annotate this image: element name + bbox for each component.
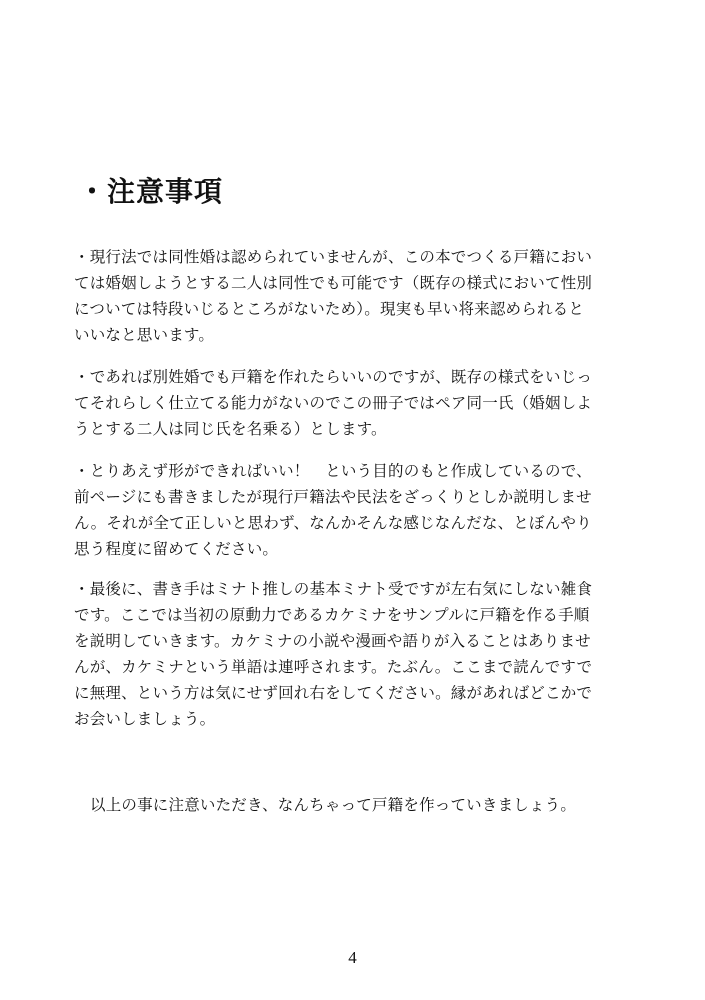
- paragraph-line: てそれらしく仕立てる能力がないのでこの冊子ではペア同一氏（婚姻しよ: [74, 394, 593, 412]
- paragraph-line: です。ここでは当初の原動力であるカケミナをサンプルに戸籍を作る手順: [74, 606, 590, 624]
- paragraph-line: んが、カケミナという単語は連呼されます。たぶん。ここまで読んですで: [74, 658, 593, 676]
- closing-sentence: 以上の事に注意いただき、なんちゃって戸籍を作っていきましょう。: [90, 796, 577, 814]
- section-heading: ・注意事項: [78, 175, 224, 208]
- paragraph-line: に無理、という方は気にせず回れ右をしてください。縁があればどこかで: [74, 684, 593, 702]
- paragraph-line: については特段いじるところがないため）。現実も早い将来認められると: [74, 300, 585, 318]
- paragraph-line: を説明していきます。カケミナの小説や漫画や語りが入ることはありませ: [74, 632, 591, 650]
- paragraph-surname: [74, 364, 644, 442]
- paragraph-same-sex-marriage: [74, 244, 644, 348]
- page-number: 4: [348, 948, 357, 967]
- paragraph-line: お会いしましょう。: [74, 710, 216, 728]
- paragraph-line: うとする二人は同じ氏を名乗る）とします。: [74, 420, 387, 438]
- paragraph-line: ・現行法では同性婚は認められていませんが、この本でつくる戸籍におい: [74, 248, 593, 266]
- paragraph-line: ん。それが全て正しいと思わず、なんかそんな感じなんだな、とぼんやり: [74, 514, 592, 532]
- paragraph-line: ・最後に、書き手はミナト推しの基本ミナト受ですが左右気にしない雑食: [74, 580, 593, 598]
- paragraph-line: ては婚姻しようとする二人は同性でも可能です（既存の様式において性別: [74, 274, 593, 292]
- paragraph-author-note: [74, 576, 644, 732]
- paragraph-line: 思う程度に留めてください。: [74, 540, 279, 558]
- paragraph-line: いいなと思います。: [74, 326, 215, 344]
- paragraph-line: ・とりあえず形ができればいい！ という目的のもと作成しているので、: [74, 462, 592, 480]
- paragraph-line: ・であれば別姓婚でも戸籍を作れたらいいのですが、既存の様式をいじっ: [74, 368, 593, 386]
- paragraph-disclaimer: [74, 458, 644, 562]
- paragraph-line: 前ページにも書きましたが現行戸籍法や民法をざっくりとしか説明しませ: [74, 488, 592, 506]
